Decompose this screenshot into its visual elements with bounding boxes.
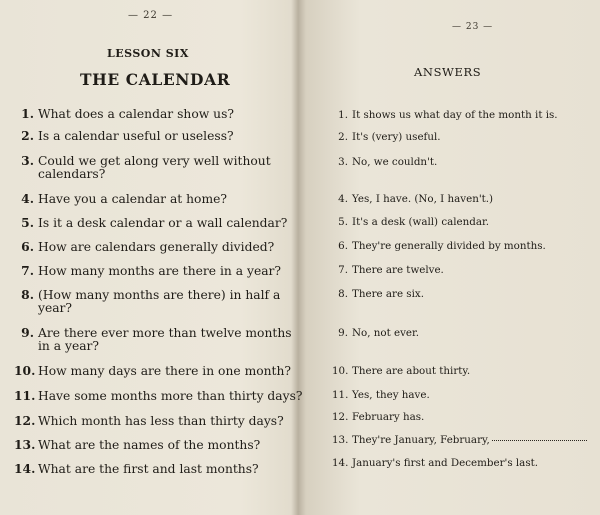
- answer-text: January's first and December's last.: [352, 457, 539, 469]
- answer-number: 4.: [338, 193, 348, 205]
- question-number: 12.: [14, 413, 36, 428]
- answers-heading: ANSWERS: [414, 65, 482, 79]
- question-text: Have you a calendar at home?: [38, 192, 227, 206]
- answer-text: There are six.: [352, 288, 424, 300]
- question-item: [14, 414, 284, 428]
- question-item: [14, 129, 234, 143]
- question-text: What are the names of the months?: [38, 438, 261, 452]
- answer-text: No, we couldn't.: [352, 156, 438, 168]
- question-text: Are there ever more than twelve months: [38, 326, 292, 340]
- question-item: [14, 389, 303, 403]
- question-item: [14, 264, 281, 278]
- answer-item: [332, 193, 493, 205]
- answer-item: [332, 131, 441, 143]
- answer-number: 6.: [338, 240, 348, 252]
- answer-text: No, not ever.: [352, 327, 420, 339]
- question-text: Have some months more than thirty days?: [38, 389, 303, 403]
- question-number: 9.: [21, 325, 34, 340]
- answer-text: Yes, I have. (No, I haven't.): [352, 193, 494, 205]
- answer-number: 9.: [338, 327, 348, 339]
- answer-item: [332, 240, 546, 252]
- answer-text: February has.: [352, 411, 425, 423]
- answer-item: [332, 434, 587, 446]
- question-number: 4.: [21, 191, 34, 206]
- answer-text: Yes, they have.: [352, 389, 430, 401]
- answer-item: [332, 365, 470, 377]
- question-text-continued: calendars?: [38, 167, 106, 181]
- answer-item: [332, 156, 437, 168]
- answer-text: It shows us what day of the month it is.: [352, 109, 558, 121]
- question-item: [14, 240, 274, 254]
- answer-number: 2.: [338, 131, 348, 143]
- answer-item: [332, 411, 424, 423]
- question-text: How many days are there in one month?: [38, 364, 292, 378]
- question-item: [14, 462, 259, 476]
- question-number: 6.: [21, 239, 34, 254]
- question-text: What are the first and last months?: [38, 462, 259, 476]
- question-number: 2.: [21, 128, 34, 143]
- question-item: [14, 326, 292, 353]
- question-item: [14, 438, 260, 452]
- lesson-title: THE CALENDAR: [80, 70, 231, 89]
- fill-in-dotted-line: [492, 440, 587, 441]
- answer-number: 1.: [338, 109, 348, 121]
- answer-number: 10.: [332, 365, 349, 377]
- answer-text: It's a desk (wall) calendar.: [352, 216, 490, 228]
- answer-number: 3.: [338, 156, 348, 168]
- question-number: 1.: [21, 106, 34, 121]
- answer-number: 12.: [332, 411, 349, 423]
- question-item: [14, 107, 234, 121]
- answer-item: [332, 327, 419, 339]
- lesson-label: LESSON SIX: [107, 47, 189, 60]
- question-text: (How many months are there) in half a: [38, 288, 281, 302]
- answer-item: [332, 288, 424, 300]
- answer-item: [332, 457, 538, 469]
- question-item: [14, 364, 291, 378]
- answer-number: 5.: [338, 216, 348, 228]
- question-number: 7.: [21, 263, 34, 278]
- answer-item: [332, 216, 489, 228]
- question-text: Is a calendar useful or useless?: [38, 129, 234, 143]
- answer-text: It's (very) useful.: [352, 131, 441, 143]
- answer-text: There are about thirty.: [352, 365, 471, 377]
- question-number: 5.: [21, 215, 34, 230]
- answer-number: 14.: [332, 457, 349, 469]
- question-number: 14.: [14, 461, 36, 476]
- page-number-right: — 23 —: [452, 22, 494, 32]
- question-text: Is it a desk calendar or a wall calendar?: [38, 216, 288, 230]
- answer-number: 8.: [338, 288, 348, 300]
- answer-item: [332, 264, 444, 276]
- question-text: Which month has less than thirty days?: [38, 414, 284, 428]
- question-text: How many months are there in a year?: [38, 264, 282, 278]
- question-text: Could we get along very well without: [38, 154, 271, 168]
- right-page: [300, 0, 600, 515]
- question-number: 3.: [21, 153, 34, 168]
- question-number: 10.: [14, 363, 36, 378]
- page-number-left: — 22 —: [128, 10, 174, 21]
- answer-item: [332, 109, 558, 121]
- question-number: 8.: [21, 287, 34, 302]
- answer-text: There are twelve.: [352, 264, 444, 276]
- question-number: 13.: [14, 437, 36, 452]
- answer-text: They're generally divided by months.: [352, 240, 546, 252]
- question-item: [14, 288, 280, 315]
- question-text-continued: in a year?: [38, 339, 100, 353]
- question-text: How are calendars generally divided?: [38, 240, 275, 254]
- answer-number: 7.: [338, 264, 348, 276]
- answer-text: They're January, February,: [352, 434, 490, 446]
- question-item: [14, 216, 287, 230]
- question-text-continued: year?: [38, 301, 73, 315]
- answer-number: 11.: [332, 389, 349, 401]
- answer-item: [332, 389, 430, 401]
- answer-number: 13.: [332, 434, 349, 446]
- question-text: What does a calendar show us?: [38, 107, 234, 121]
- question-item: [14, 192, 227, 206]
- question-number: 11.: [14, 388, 36, 403]
- question-item: [14, 154, 271, 181]
